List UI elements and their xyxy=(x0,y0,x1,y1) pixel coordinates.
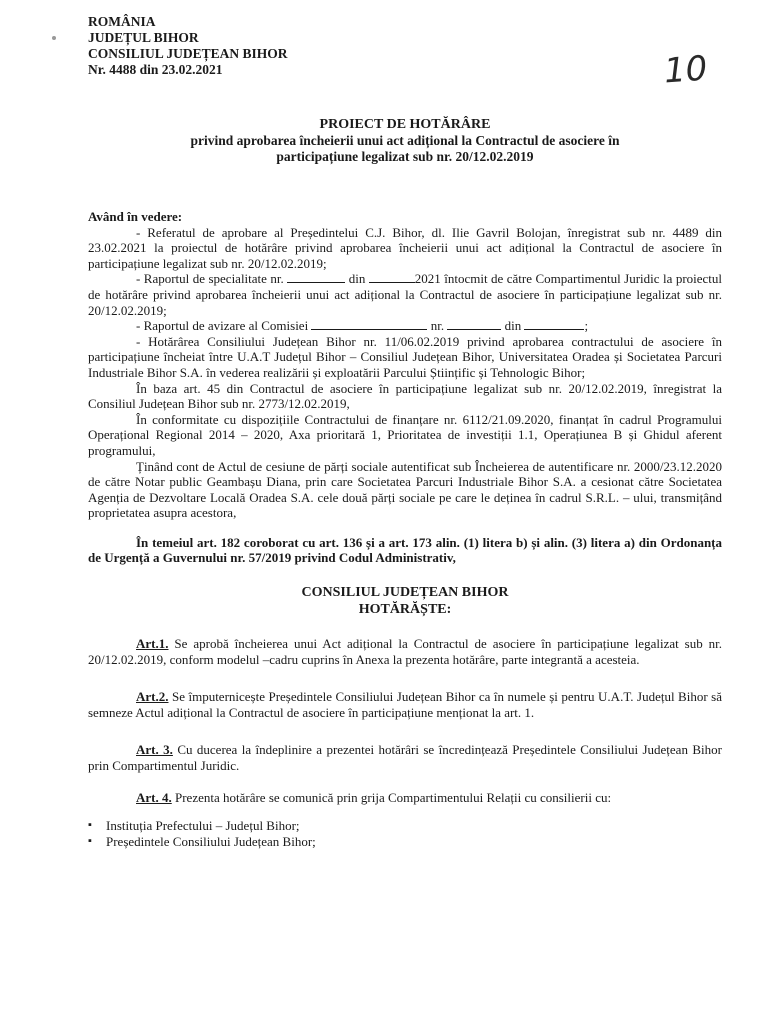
list-item: ▪ Instituția Prefectului – Județul Bihor; xyxy=(88,818,722,834)
header-registration-number: Nr. 4488 din 23.02.2021 xyxy=(88,62,223,77)
consideration-act-cesiune: Ținând cont de Actul de cesiune de părți sociale autentificat sub Încheierea de autentificare nr. 2000/23.12.2020 de către Notar public Geambașu Diana, prin care Societatea Parcuri Industriale Bihor S.A. a cesionat către Societatea Agenția de Dezvoltare Locală Oradea S.A. cele două părți sociale pe care le deținea în cadrul S.R.L. – ului, transmițând proprietatea asupra acestora, xyxy=(88,458,722,521)
raport-din: din xyxy=(348,271,366,287)
council-decision-heading xyxy=(88,584,722,618)
handwritten-page-number: 10 xyxy=(662,48,709,92)
list-item: ▪ Președintele Consiliului Județean Bihor; xyxy=(88,834,722,850)
considerations-section xyxy=(88,209,722,521)
recipient-list xyxy=(88,818,722,849)
article-3 xyxy=(88,742,722,773)
avizare-end: ; xyxy=(584,318,589,334)
blank-field xyxy=(287,272,345,283)
raport-rest: 2021 întocmit de către Compartimentul Juridic la proiectul de hotărâre privind aprobarea încheierii unui act adițional la Contractul de asociere în participațiune legalizat sub nr. 20/12.02.2019; xyxy=(88,271,723,318)
article-2 xyxy=(88,689,722,720)
legal-basis: În temeiul art. 182 coroborat cu art. 136 și a art. 173 alin. (1) litera b) și alin. (3) litera a) din Ordonanța de Urgență a Guvernului nr. 57/2019 privind Codul Administrativ, xyxy=(88,534,722,566)
title-block xyxy=(88,116,722,165)
document-title: PROIECT DE HOTĂRÂRE xyxy=(319,117,491,132)
article-label: Art.2. xyxy=(136,689,169,705)
article-text: Cu ducerea la îndeplinire a prezentei hotărâri se încredințează Președintele Consiliului Județean Bihor prin Compartimentul Juridic. xyxy=(88,742,722,774)
article-4 xyxy=(88,790,722,806)
blank-field xyxy=(524,319,584,330)
consideration-raport-specialitate xyxy=(88,271,722,318)
considerations-lead: Având în vedere: xyxy=(88,209,183,224)
article-label: Art.1. xyxy=(136,636,169,652)
header-country: ROMÂNIA xyxy=(88,14,156,29)
article-label: Art. 3. xyxy=(136,742,173,758)
raport-prefix: - Raportul de specialitate nr. xyxy=(136,271,284,287)
avizare-din: din xyxy=(504,318,522,334)
consideration-art45: În baza art. 45 din Contractul de asociere în participațiune legalizat sub nr. 20/12.02.2019, înregistrat la Consiliul Județean Bihor sub nr. 2773/12.02.2019, xyxy=(88,380,722,412)
avizare-prefix: - Raportul de avizare al Comisiei xyxy=(136,318,309,334)
consideration-raport-avizare xyxy=(88,318,722,334)
article-text: Se împuternicește Președintele Consiliului Județean Bihor ca în numele și pentru U.A.T. Județul Bihor să semneze Actul adițional la Contractul de asociere în participațiune menționat la art. 1. xyxy=(88,689,722,720)
article-label: Art. 4. xyxy=(136,789,172,805)
blank-field xyxy=(311,319,427,330)
consideration-hotarare: - Hotărârea Consiliului Județean Bihor nr. 11/06.02.2019 privind aprobarea contractului de asociere în participațiune încheiat între U.A.T Județul Bihor – Consiliul Județean Bihor, Universitatea Oradea și Societatea Parcuri Industriale Bihor S.A. în vederea realizării și exploatării Parcului Științific și Tehnologic Bihor; xyxy=(88,333,722,380)
blank-field xyxy=(369,272,415,283)
header-council: CONSILIUL JUDEȚEAN BIHOR xyxy=(88,46,288,61)
consideration-referat: - Referatul de aprobare al Președintelui C.J. Bihor, dl. Ilie Gavril Bolojan, înregistrat sub nr. 4489 din 23.02.2021 la proiectul de hotărâre privind aprobarea încheierii unui act adițional la Contractul de asociere în participațiune legalizat sub nr. 20/12.02.2019; xyxy=(88,224,722,271)
document-subtitle-line1: privind aprobarea încheierii unui act adițional la Contractul de asociere în xyxy=(190,133,620,148)
scan-dot xyxy=(52,36,56,40)
council-decides: HOTĂRĂȘTE: xyxy=(358,602,452,618)
header-county: JUDEȚUL BIHOR xyxy=(88,30,199,45)
document-subtitle-line2: participațiune legalizat sub nr. 20/12.02.2019 xyxy=(276,149,534,164)
article-text: Prezenta hotărâre se comunică prin grija Compartimentului Relații cu consilierii cu: xyxy=(171,789,612,805)
article-1 xyxy=(88,636,722,667)
article-text: Se aprobă încheierea unui Act adițional la Contractul de asociere în participațiune legalizat sub nr. 20/12.02.2019, conform modelul –cadru cuprins în Anexa la prezenta hotărâre, parte integrantă a acesteia. xyxy=(88,636,722,667)
avizare-nr: nr. xyxy=(430,318,445,334)
document-header xyxy=(88,14,722,78)
council-name: CONSILIUL JUDEȚEAN BIHOR xyxy=(301,585,509,601)
blank-field xyxy=(447,319,501,330)
consideration-contract-finantare: În conformitate cu dispozițiile Contractului de finanțare nr. 6112/21.09.2020, finanțat în cadrul Programului Operațional Regional 2014 – 2020, Axa prioritară 1, Prioritatea de investiții 1.1, Operațiunea B și Ghidul aferent programului, xyxy=(88,411,722,458)
